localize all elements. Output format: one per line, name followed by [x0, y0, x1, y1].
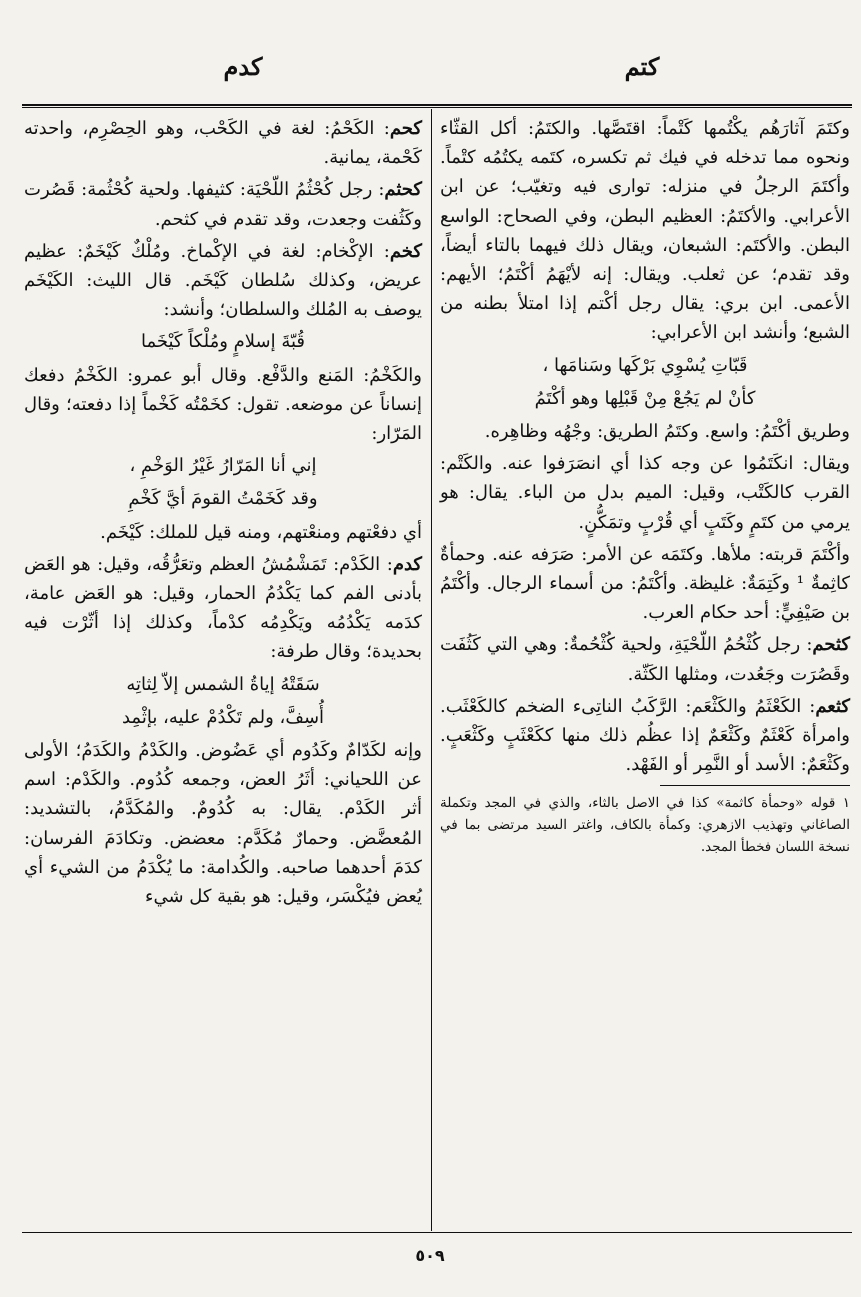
dictionary-entry — [440, 630, 850, 688]
left-column — [24, 114, 422, 914]
entry-text: : الإكْخام: لغة في الإكْماخ. ومُلْكٌ كَيْخَمٌ: عظيم عريض، وكذلك سُلطان كَيْخَم. قال الليث: الكَيْخَم يوصف به المُلك والسلطان؛ وأنشد: — [24, 240, 422, 321]
paragraph: ويقال: انكَتَمُوا عن وجه كذا أي انصَرَفوا عنه. والكَتْم: القرب كالكَتْب، وقيل: الميم بدل من الباء. يقال: هو يرمي من كتَمٍ وكَتَبٍ أي قُرْبٍ وتمَكُّنٍ. — [440, 453, 850, 533]
verse-line: كأنْ لم يَجُعْ مِنْ قَبْلِها وهو أكْتَمُ — [534, 387, 756, 409]
footnote: ١ قوله «وحمأة كاثمة» كذا في الاصل بالثاء، والذي في المجد وتكملة الصاغاني وتهذيب الازهري: وكمأة بالكاف، واغتر السيد مرتضى بما في نسخة اللسان فخطأ المجد. — [440, 795, 850, 856]
header-rule-inner — [22, 107, 852, 108]
entry-headword: كثعم — [815, 695, 850, 717]
entry-text: : الكَدْم: تَمَشْمُشُ العظم وتعَرُّقُه، وقيل: هو العَض بأدنى الفم كما يَكْدُمُ الحمار، وقيل: هو العَض عامة، كدَمه يَكْدُمُه ويَكْدِمُه كدْماً، وكذلك إذا أثّرْت فيه بحديدة؛ وقال طرفة: — [24, 553, 422, 663]
dictionary-entry — [440, 692, 850, 780]
verse-line: سَقَتْهُ إياةُ الشمس إلاّ لِثاتِه — [126, 673, 320, 695]
paragraph: والكَخْمُ: المَنع والدَّفْع. وقال أبو عمرو: الكَخْمُ دفعك إنساناً عن موضعه. تقول: كخَمْتُه كَخْماً إذا دفعته؛ وقال المَرّار: — [24, 364, 422, 445]
verse-line: وقد كَخَمْتُ القومَ أيَّ كَخْمِ — [128, 488, 318, 510]
dictionary-entry — [24, 114, 422, 172]
entry-text: : الكَحْمُ: لغة في الكَحْب، وهو الحِصْرِم، واحدته كَحْمة، يمانية. — [24, 118, 422, 169]
verse-line: قَبّاتِ يُسْوِي بَرْكَها وسَنامَها ، — [542, 354, 748, 376]
running-head-left: كدم — [223, 52, 263, 81]
footnote-rule — [660, 785, 850, 786]
header-rule — [22, 104, 852, 106]
verse-line: قُبّةَ إسلامٍ ومُلْكاً كَيْخَما — [140, 331, 306, 353]
paragraph: وإنه لكَدّامٌ وكَدُوم أي عَضُوض. والكَدْمُ والكَدَمُ؛ الأولى عن اللحياني: أثَرُ العض، وجمعه كُدُوم. والكَدْم: اسم أثر الكَدْم. يقال: به كُدُومٌ. والمُكَدَّمُ، بالتشديد: المُعضَّض. وحمارٌ مُكَدَّم: معضض. وتكادَمَ الفرسان: كدَمَ أحدهما صاحبه. والكُدامة: ما يُكْدَمُ من الشيء أي يُعض فيُكْسَر، وقيل: هو بقية كل شيء — [24, 740, 422, 908]
page-number: ٥٠٩ — [415, 1246, 445, 1265]
entry-headword: كخم — [389, 240, 422, 262]
running-head-right: كتم — [624, 52, 660, 81]
paragraph: أي دفعْتهم ومنعْتهم، ومنه قيل للملك: كَيْخَم. — [100, 521, 422, 543]
entry-text: : رجل كُثْحُمُ اللّحْيَةِ، ولحية كُثْحُمةٌ: وهي التي كَثُفَت وقَصُرَت وجَعُدت، ومثلها الكَثّة. — [440, 634, 850, 685]
column-divider — [431, 109, 432, 1231]
entry-headword: كحثم — [384, 179, 422, 201]
entry-headword: كثحم — [812, 634, 850, 656]
dictionary-entry — [24, 237, 422, 325]
entry-headword: كدم — [392, 553, 422, 575]
verse-line: أُسِفَّ، ولم تَكْدُمْ عليه، بإثْمِد — [121, 706, 325, 728]
entry-text: : الكَعْثَمُ والكَثْعَم: الرَّكَبُ الناتِىء الضخم كالكَعْثَب. وامرأة كَعْثَمٌ وكَثْعَمٌ إذا عظُم ذلك منها ككَعْثَبٍ وكَثْعَبٍ. وكَثْعَمٌ: الأسد أو النَّمِر أو الفَهْد. — [440, 695, 850, 776]
paragraph: وأكْتَمَ قربته: ملأها. وكتَمَه عن الأمر: صَرَفه عنه. وحمأةٌ كاثِمةٌ ¹ وكَتِمَةٌ: غليظة. وأكْتَمُ: من أسماء الرجال. وأكْتَمُ بن صَيْفِيٍّ: أحد حكام العرب. — [440, 543, 850, 624]
dictionary-entry — [24, 550, 422, 667]
paragraph: وطريق أكْتَمُ: واسع. وكتَمُ الطريق: وجْهُه وظاهِره. — [484, 421, 850, 443]
right-column — [440, 114, 850, 858]
entry-text: : رجل كُحْثُمُ اللّحْيَة: كثيفها. ولحية كُحْثُمة: قَصُرت وكَثُفت وجعدت، وقد تقدم في كثحم. — [24, 179, 422, 230]
footer-rule — [22, 1232, 852, 1233]
verse-line: إني أنا المَرّارُ غَيْرُ الوَخْمِ ، — [129, 455, 317, 477]
dictionary-entry — [24, 175, 422, 233]
paragraph: وكتَمَ آثارَهُم يكْتُمها كَتْماً: اقتَصَّها. والكتَمُ: أكل القثّاء ونحوه مما تدخله في فيك ثم تكسره، كتَمه يكتُمُه كتْماً. وأكتَمَ الرجلُ في منزله: توارى فيه وتغيّب؛ عن ابن الأعرابي. والأكتَمُ: العظيم البطن، وفي الصحاح: الواسع البطن. والأكتَم: الشبعان، ويقال ذلك فيهما بالتاء أيضاً، وقد تقدم؛ عن ثعلب. ويقال: إنه لأيْهَمُ أكْتَمُ؛ الأيهم: الأعمى. ابن بري: يقال رجل أكْتم إذا امتلأ بطنه من الشبع؛ وأنشد ابن الأعرابي: — [440, 118, 850, 344]
entry-headword: كحم — [389, 118, 422, 139]
